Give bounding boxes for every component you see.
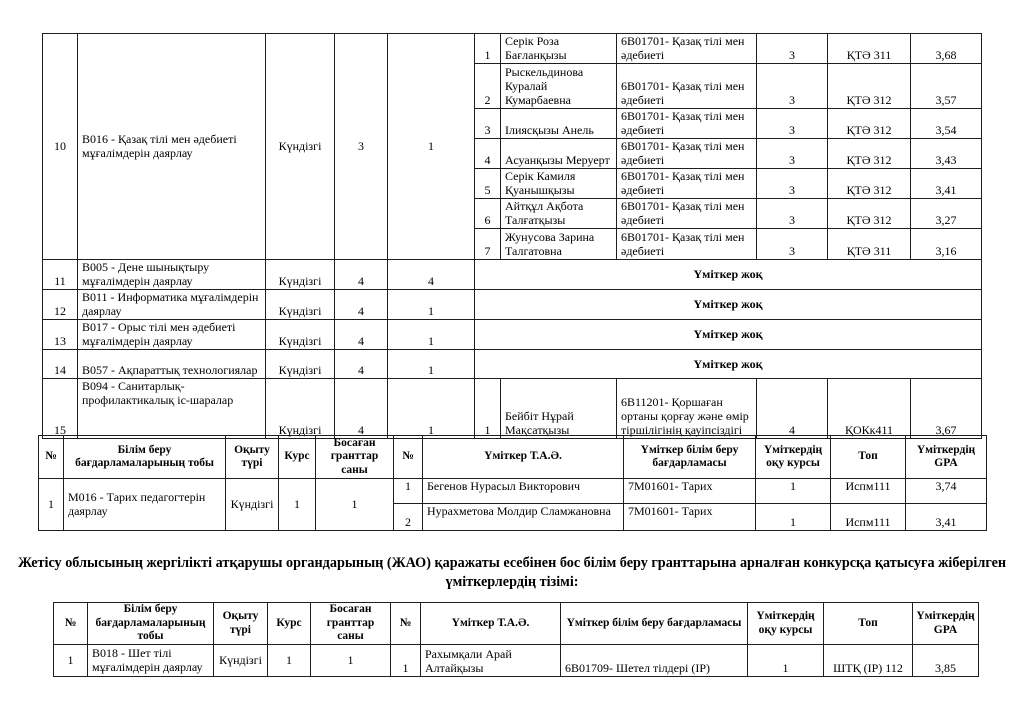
- cell-candidate-gpa: 3,41: [906, 504, 987, 531]
- cell-study-form: Күндізгі: [266, 260, 335, 290]
- cell-vacant-grants: 1: [388, 320, 475, 350]
- cell-course: 4: [335, 350, 388, 379]
- cell-candidate-num: 1: [475, 379, 501, 439]
- cell-candidate-program: 6B01701- Қазақ тілі мен әдебиеті: [617, 169, 757, 199]
- cell-course: 1: [268, 645, 311, 677]
- cell-program-group: B094 - Санитарлық-профилактикалық іс-шаралар: [78, 379, 266, 439]
- column-header-candidate-program: Үміткер білім беру бағдарламасы: [624, 436, 756, 479]
- column-header-study-form: Оқыту түрі: [226, 436, 279, 479]
- cell-candidate-num: 4: [475, 139, 501, 169]
- cell-candidate-group: ҚТӘ 311: [828, 229, 911, 260]
- cell-candidate-group: Испм111: [831, 479, 906, 504]
- column-header-candidate-course: Үміткердің оқу курсы: [748, 603, 824, 645]
- section-heading: Жетісу облысының жергілікті атқарушы органдарының (ЖАО) қаражаты есебінен бос білім беру гранттарына арналған конкурсқа қатысуға жіберілген үміткерлердің тізімі:: [17, 555, 1007, 590]
- cell-row-num: 1: [39, 479, 64, 531]
- column-header-vacant-grants: Босаған гранттар саны: [316, 436, 394, 479]
- cell-candidate-program: 6B01709- Шетел тілдері (IP): [561, 645, 748, 677]
- cell-study-form: Күндізгі: [266, 34, 335, 260]
- cell-vacant-grants: 1: [388, 290, 475, 320]
- cell-course: 4: [335, 260, 388, 290]
- column-header-candidate-gpa: Үміткердің GPA: [913, 603, 979, 645]
- cell-candidate-gpa: 3,27: [911, 199, 982, 229]
- cell-study-form: Күндізгі: [226, 479, 279, 531]
- cell-no-candidate: Үміткер жоқ: [475, 320, 982, 350]
- cell-candidate-gpa: 3,85: [913, 645, 979, 677]
- cell-row-num: 13: [43, 320, 78, 350]
- cell-study-form: Күндізгі: [266, 290, 335, 320]
- column-header-candidate-name: Үміткер Т.А.Ә.: [423, 436, 624, 479]
- cell-candidate-group: ҚТӘ 311: [828, 34, 911, 64]
- cell-candidate-course: 1: [756, 479, 831, 504]
- cell-candidate-num: 7: [475, 229, 501, 260]
- cell-candidate-gpa: 3,43: [911, 139, 982, 169]
- column-header-num: №: [54, 603, 88, 645]
- cell-course: 1: [279, 479, 316, 531]
- cell-candidate-group: Испм111: [831, 504, 906, 531]
- cell-candidate-group: ҚТӘ 312: [828, 199, 911, 229]
- cell-candidate-name: Бегенов Нурасыл Викторович: [423, 479, 624, 504]
- cell-candidate-course: 1: [756, 504, 831, 531]
- column-header-candidate-course: Үміткердің оқу курсы: [756, 436, 831, 479]
- cell-row-num: 11: [43, 260, 78, 290]
- column-header-program-group: Білім беру бағдарламаларының тобы: [64, 436, 226, 479]
- cell-study-form: Күндізгі: [266, 350, 335, 379]
- cell-program-group: B017 - Орыс тілі мен әдебиеті мұғалімдерін даярлау: [78, 320, 266, 350]
- table-row: [43, 260, 982, 290]
- cell-candidate-course: 3: [757, 139, 828, 169]
- cell-candidate-group: ҚТӘ 312: [828, 109, 911, 139]
- column-header-candidate-gpa: Үміткердің GPA: [906, 436, 987, 479]
- table-row: [43, 34, 982, 64]
- table-row: [43, 290, 982, 320]
- column-header-course: Курс: [279, 436, 316, 479]
- cell-candidate-gpa: 3,67: [911, 379, 982, 439]
- cell-course: 3: [335, 34, 388, 260]
- cell-candidate-group: ҚТӘ 312: [828, 64, 911, 109]
- cell-row-num: 15: [43, 379, 78, 439]
- cell-candidate-gpa: 3,41: [911, 169, 982, 199]
- masters-grants-table: [38, 435, 987, 531]
- cell-vacant-grants: 1: [316, 479, 394, 531]
- cell-candidate-program: 6B11201- Қоршаған ортаны қорғау және өмір тіршілігінің қауіпсіздігі: [617, 379, 757, 439]
- column-header-course: Курс: [268, 603, 311, 645]
- cell-vacant-grants: 1: [311, 645, 391, 677]
- cell-candidate-name: Бейбіт Нұрай Мақсатқызы: [501, 379, 617, 439]
- cell-candidate-course: 3: [757, 34, 828, 64]
- table-row: [43, 320, 982, 350]
- zhao-grants-table: [53, 602, 979, 677]
- cell-candidate-gpa: 3,74: [906, 479, 987, 504]
- cell-candidate-num: 1: [394, 479, 423, 504]
- cell-program-group: B018 - Шет тілі мұғалімдерін даярлау: [88, 645, 214, 677]
- cell-candidate-group: ШТҚ (IP) 112: [824, 645, 913, 677]
- cell-row-num: 12: [43, 290, 78, 320]
- column-header-candidate-num: №: [391, 603, 421, 645]
- cell-candidate-program: 6B01701- Қазақ тілі мен әдебиеті: [617, 229, 757, 260]
- cell-candidate-name: Нурахметова Молдир Сламжановна: [423, 504, 624, 531]
- table-header-row: [39, 436, 987, 479]
- cell-candidate-program: 6B01701- Қазақ тілі мен әдебиеті: [617, 109, 757, 139]
- cell-row-num: 1: [54, 645, 88, 677]
- continuation-grants-table: [42, 33, 982, 439]
- cell-no-candidate: Үміткер жоқ: [475, 290, 982, 320]
- cell-candidate-gpa: 3,68: [911, 34, 982, 64]
- cell-candidate-course: 3: [757, 199, 828, 229]
- cell-candidate-program: 7М01601- Тарих: [624, 479, 756, 504]
- table-row: [43, 379, 982, 439]
- cell-program-group: B005 - Дене шынықтыру мұғалімдерін даярлау: [78, 260, 266, 290]
- cell-candidate-group: ҚОКк411: [828, 379, 911, 439]
- cell-program-group: М016 - Тарих педагогтерін даярлау: [64, 479, 226, 531]
- cell-candidate-gpa: 3,16: [911, 229, 982, 260]
- cell-candidate-num: 5: [475, 169, 501, 199]
- column-header-study-form: Оқыту түрі: [214, 603, 268, 645]
- cell-candidate-course: 3: [757, 169, 828, 199]
- cell-program-group: B011 - Информатика мұғалімдерін даярлау: [78, 290, 266, 320]
- cell-candidate-program: 7М01601- Тарих: [624, 504, 756, 531]
- column-header-program-group: Білім беру бағдарламаларының тобы: [88, 603, 214, 645]
- cell-study-form: Күндізгі: [266, 379, 335, 439]
- cell-program-group: B016 - Қазақ тілі мен әдебиеті мұғалімдерін даярлау: [78, 34, 266, 260]
- cell-candidate-name: Рыскельдинова Куралай Кумарбаевна: [501, 64, 617, 109]
- column-header-candidate-program: Үміткер білім беру бағдарламасы: [561, 603, 748, 645]
- cell-candidate-program: 6B01701- Қазақ тілі мен әдебиеті: [617, 199, 757, 229]
- column-header-candidate-name: Үміткер Т.А.Ә.: [421, 603, 561, 645]
- column-header-candidate-group: Топ: [831, 436, 906, 479]
- cell-candidate-name: Серік Камиля Қуанышқызы: [501, 169, 617, 199]
- cell-row-num: 14: [43, 350, 78, 379]
- cell-candidate-num: 2: [394, 504, 423, 531]
- table-row: [43, 350, 982, 379]
- column-header-num: №: [39, 436, 64, 479]
- cell-candidate-course: 3: [757, 109, 828, 139]
- cell-candidate-name: Ілиясқызы Анель: [501, 109, 617, 139]
- cell-row-num: 10: [43, 34, 78, 260]
- table-header-row: [54, 603, 979, 645]
- cell-course: 4: [335, 290, 388, 320]
- cell-candidate-course: 4: [757, 379, 828, 439]
- cell-candidate-name: Айтқұл Ақбота Талғатқызы: [501, 199, 617, 229]
- cell-candidate-group: ҚТӘ 312: [828, 169, 911, 199]
- table-row: [39, 479, 987, 504]
- cell-candidate-course: 1: [748, 645, 824, 677]
- cell-no-candidate: Үміткер жоқ: [475, 260, 982, 290]
- column-header-candidate-group: Топ: [824, 603, 913, 645]
- cell-candidate-name: Серік Роза Бағланқызы: [501, 34, 617, 64]
- cell-candidate-course: 3: [757, 64, 828, 109]
- cell-candidate-num: 2: [475, 64, 501, 109]
- cell-course: 4: [335, 379, 388, 439]
- cell-candidate-program: 6B01701- Қазақ тілі мен әдебиеті: [617, 64, 757, 109]
- cell-program-group: B057 - Ақпараттық технологиялар: [78, 350, 266, 379]
- cell-candidate-program: 6B01701- Қазақ тілі мен әдебиеті: [617, 139, 757, 169]
- cell-candidate-name: Асуанқызы Меруерт: [501, 139, 617, 169]
- cell-candidate-num: 1: [391, 645, 421, 677]
- cell-candidate-num: 1: [475, 34, 501, 64]
- cell-vacant-grants: 1: [388, 350, 475, 379]
- cell-candidate-gpa: 3,57: [911, 64, 982, 109]
- cell-course: 4: [335, 320, 388, 350]
- cell-candidate-num: 6: [475, 199, 501, 229]
- cell-candidate-gpa: 3,54: [911, 109, 982, 139]
- cell-candidate-course: 3: [757, 229, 828, 260]
- cell-candidate-name: Жунусова Зарина Талгатовна: [501, 229, 617, 260]
- cell-no-candidate: Үміткер жоқ: [475, 350, 982, 379]
- cell-candidate-name: Рахымқали Арай Алтайқызы: [421, 645, 561, 677]
- cell-candidate-program: 6B01701- Қазақ тілі мен әдебиеті: [617, 34, 757, 64]
- cell-candidate-group: ҚТӘ 312: [828, 139, 911, 169]
- cell-vacant-grants: 4: [388, 260, 475, 290]
- cell-study-form: Күндізгі: [266, 320, 335, 350]
- cell-vacant-grants: 1: [388, 379, 475, 439]
- column-header-candidate-num: №: [394, 436, 423, 479]
- table-row: [54, 645, 979, 677]
- cell-candidate-num: 3: [475, 109, 501, 139]
- cell-vacant-grants: 1: [388, 34, 475, 260]
- cell-study-form: Күндізгі: [214, 645, 268, 677]
- column-header-vacant-grants: Босаған гранттар саны: [311, 603, 391, 645]
